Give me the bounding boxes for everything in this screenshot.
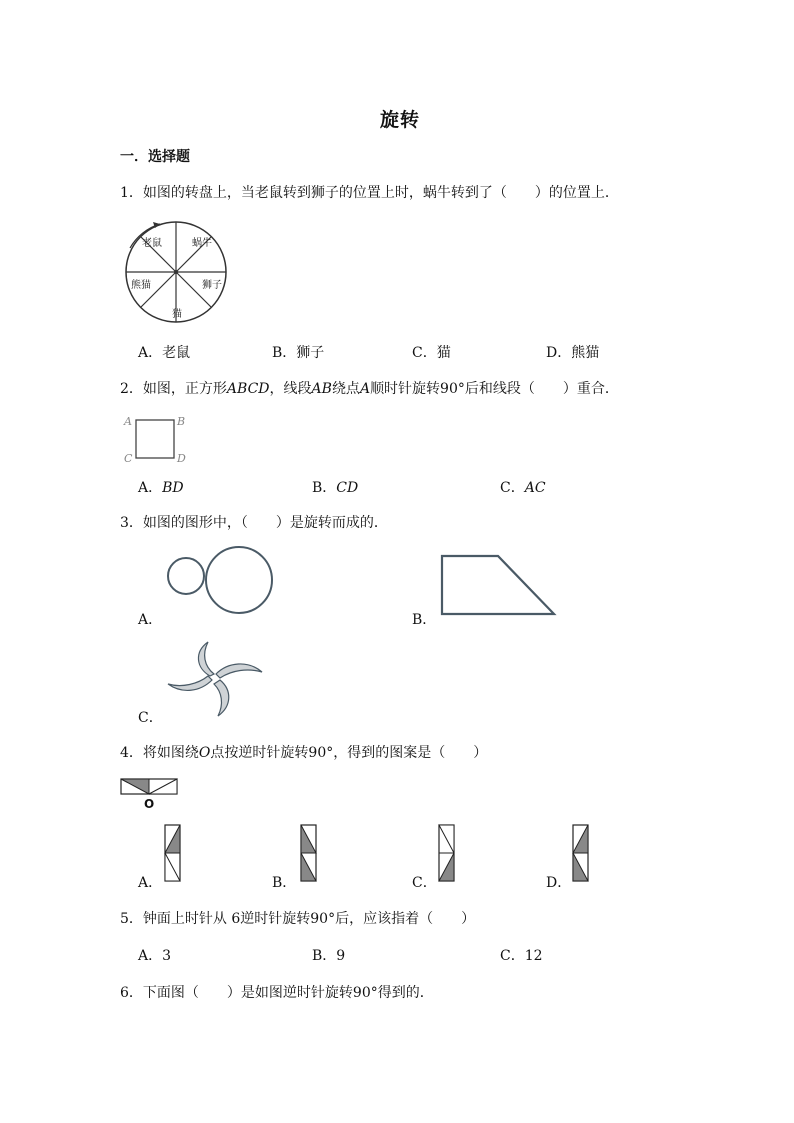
two-circles-figure [164, 544, 284, 624]
q3-option-a[interactable]: A． [138, 612, 163, 628]
question-2-text [120, 378, 619, 398]
q4-option-c-figure [438, 824, 458, 884]
q5-option-b[interactable]: B．9 [312, 948, 346, 964]
q4-option-b-figure [300, 824, 320, 884]
q2-segment-name: AB [311, 381, 332, 397]
spinner-label-snail: 蜗牛 [192, 238, 212, 249]
spinner-wheel-figure [120, 222, 230, 332]
spinner-label-lion: 狮子 [202, 280, 222, 291]
q2-option-c-value: AC [524, 480, 546, 496]
spinner-label-panda: 熊猫 [131, 280, 151, 291]
trapezoid-figure [436, 552, 566, 622]
q4-option-a-figure [164, 824, 184, 884]
q4-option-a[interactable]: A． [138, 875, 163, 891]
q3-option-b[interactable]: B． [412, 612, 437, 628]
q2-text-mid1: ，线段 [269, 381, 312, 397]
q4-original-figure [120, 778, 182, 812]
section-heading: 一．选择题 [120, 149, 190, 165]
q2-text-mid2: 绕点 [331, 381, 360, 397]
q2-option-b-letter: B． [312, 480, 337, 496]
q1-option-b[interactable]: B．狮子 [272, 345, 325, 361]
square-label-b: B [177, 415, 186, 428]
question-5-text: 5．钟面上时针从 6逆时针旋转90°后，应该指着（ ） [120, 911, 476, 927]
q4-option-b[interactable]: B． [272, 875, 297, 891]
q4-point-name: O [198, 745, 211, 761]
q2-option-a-letter: A． [138, 480, 163, 496]
q2-option-c-letter: C． [500, 480, 525, 496]
square-abcd-figure [122, 414, 192, 464]
q1-option-c[interactable]: C．猫 [412, 345, 451, 361]
page-title: 旋转 [380, 109, 421, 131]
question-6-text: 6．下面图（ ）是如图逆时针旋转90°得到的． [120, 985, 434, 1001]
q2-square-name: ABCD [226, 381, 270, 397]
spinner-label-mouse: 老鼠 [142, 238, 162, 249]
q2-option-a[interactable] [138, 477, 184, 497]
question-1-text: 1．如图的转盘上，当老鼠转到狮子的位置上时，蜗牛转到了（ ）的位置上． [120, 185, 619, 201]
q4-text-pre: 4．将如图绕 [120, 745, 199, 761]
q4-option-c[interactable]: C． [412, 875, 437, 891]
q5-option-c[interactable]: C．12 [500, 948, 543, 964]
q2-point-name: A [359, 381, 371, 397]
q4-option-d[interactable]: D． [546, 875, 572, 891]
q2-option-b[interactable] [312, 477, 358, 497]
q2-text-pre: 2．如图，正方形 [120, 381, 227, 397]
question-3-text: 3．如图的图形中，（ ）是旋转而成的． [120, 515, 388, 531]
q4-text-post: 点按逆时针旋转90°，得到的图案是（ ） [210, 745, 488, 761]
q3-option-c[interactable]: C． [138, 710, 163, 726]
q2-option-c[interactable] [500, 477, 546, 497]
q2-text-post: 顺时针旋转90°后和线段（ ）重合． [370, 381, 619, 397]
square-label-d: D [177, 452, 186, 465]
q4-center-label: O [144, 797, 155, 811]
pinwheel-figure [166, 638, 266, 718]
q1-option-d[interactable]: D．熊猫 [546, 345, 600, 361]
q5-option-a[interactable]: A．3 [138, 948, 172, 964]
square-label-a: A [124, 415, 132, 428]
q1-option-a[interactable]: A．老鼠 [138, 345, 191, 361]
question-4-text [120, 742, 487, 762]
q2-option-a-value: BD [162, 480, 184, 496]
square-label-c: C [124, 452, 133, 465]
q4-option-d-figure [572, 824, 592, 884]
q2-option-b-value: CD [336, 480, 359, 496]
spinner-label-cat: 猫 [172, 309, 182, 320]
